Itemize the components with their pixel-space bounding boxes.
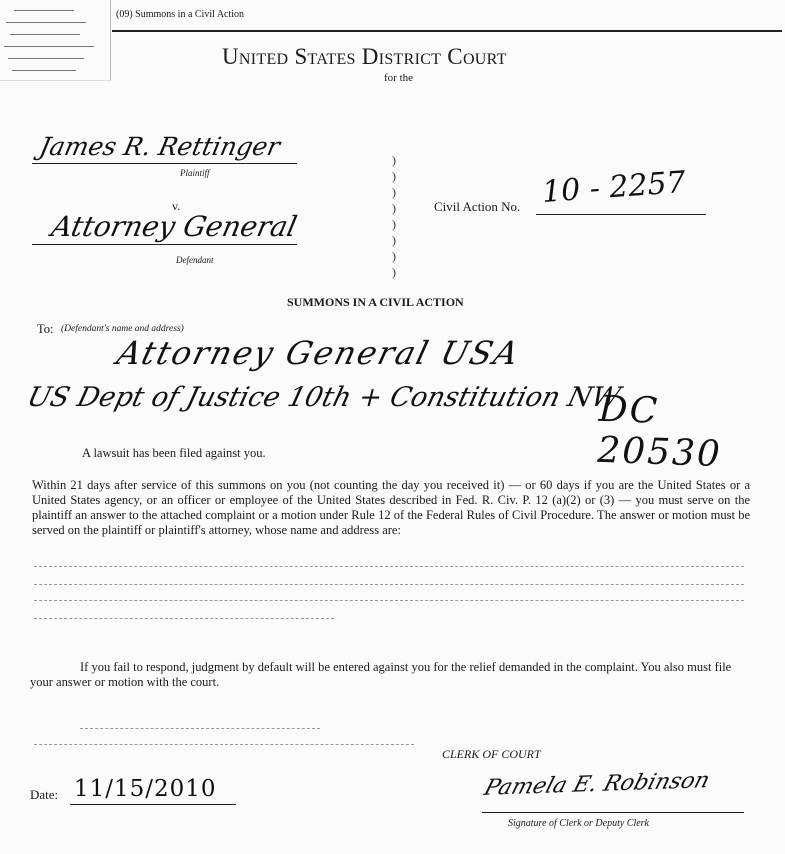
caption-bracket: ) ) ) ) ) ) ) ) — [392, 153, 396, 279]
signature-line — [482, 812, 744, 813]
faint-line — [34, 566, 744, 567]
date-value: 11/15/2010 — [74, 776, 217, 802]
court-title — [222, 44, 507, 70]
plaintiff-name: James R. Rettinger — [36, 132, 283, 161]
response-instructions-text: Within 21 days after service of this summons on you (not counting the day you received it) — or 60 days if you are the United States or a United States agency, or an officer or employee of the United States described in Fed. R. Civ. P. 12 (a)(2) or (3) — you must serve on the plaintiff an answer to the attached complaint or a motion under Rule 12 of the Federal Rules of Civil Procedure. The answer or motion must be served on the plaintiff or plaintiff's attorney, whose name and address are: — [32, 478, 750, 537]
civil-action-label: Civil Action No. — [434, 199, 521, 214]
to-line-1: Attorney General USA — [113, 334, 525, 372]
to-hint: (Defendant's name and address) — [61, 324, 184, 334]
date-line — [70, 804, 236, 805]
faint-line — [34, 600, 744, 601]
header-rule — [112, 30, 782, 32]
faint-line — [34, 618, 334, 619]
defendant-label: Defendant — [176, 255, 214, 265]
clerk-signature: Pamela E. Robinson — [481, 768, 713, 801]
stamp-block — [0, 0, 111, 81]
faint-line — [80, 728, 320, 729]
clerk-of-court-label: CLERK OF COURT — [442, 747, 541, 761]
faint-line — [34, 584, 744, 585]
default-warning-text: If you fail to respond, judgment by default will be entered against you for the relief demanded in the complaint. You also must file your answer or motion with the court. — [30, 660, 732, 689]
court-title-text: United States District Court — [222, 44, 507, 69]
default-warning — [30, 660, 748, 690]
defendant-name: Attorney General — [48, 210, 300, 243]
defendant-line — [32, 244, 297, 245]
response-instructions — [32, 478, 750, 538]
faint-line — [34, 744, 414, 745]
to-label: To: — [37, 322, 54, 336]
to-line-2: US Dept of Justice 10th + Constitution NW — [24, 382, 624, 413]
date-label: Date: — [30, 787, 59, 802]
lawsuit-filed-text: A lawsuit has been filed against you. — [82, 446, 266, 460]
civil-action-number: 10 - 2257 — [540, 165, 687, 210]
plaintiff-line — [32, 163, 297, 164]
plaintiff-label: Plaintiff — [180, 168, 210, 178]
to-line-3: DC 20530 — [596, 388, 723, 476]
versus-label: v. — [172, 199, 181, 213]
signature-label: Signature of Clerk or Deputy Clerk — [508, 818, 649, 829]
summons-heading: SUMMONS IN A CIVIL ACTION — [287, 295, 464, 309]
civil-action-line — [536, 214, 706, 215]
for-the-label: for the — [384, 72, 414, 84]
form-id: (09) Summons in a Civil Action — [116, 9, 245, 20]
